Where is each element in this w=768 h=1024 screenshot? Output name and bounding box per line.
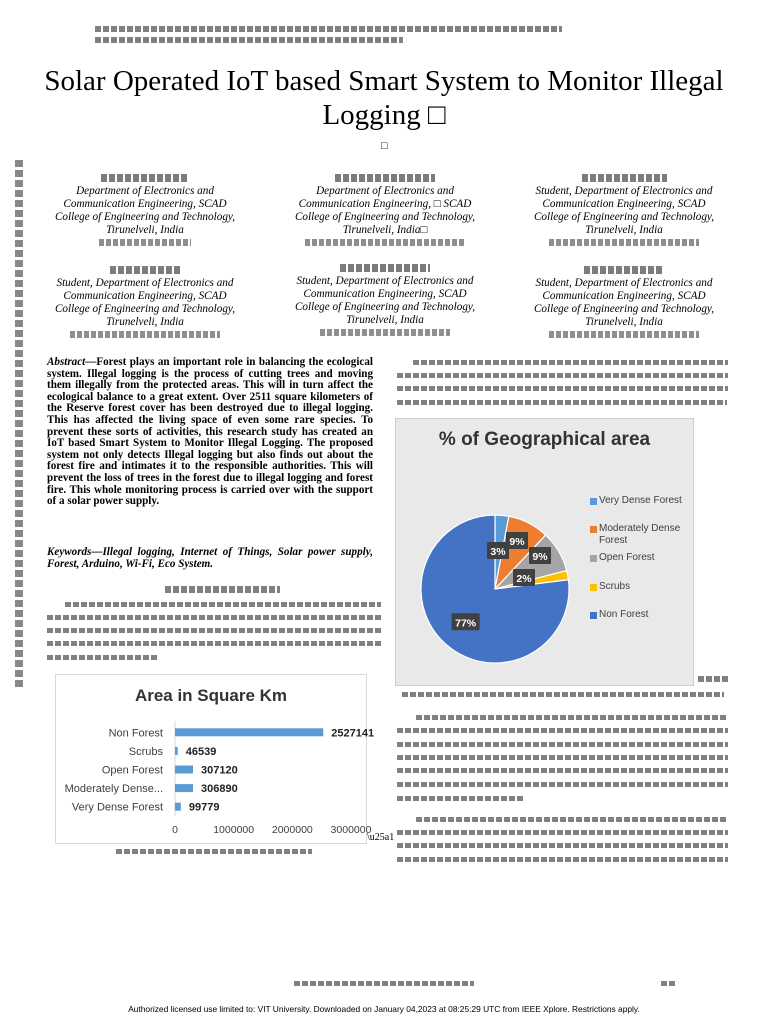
bar-category-label: Very Dense Forest (71, 801, 163, 814)
legend-label-line: Non Forest (599, 609, 649, 620)
paper-title: Solar Operated IoT based Smart System to Monitor Illegal Logging □ (44, 65, 724, 131)
bar-category-label: Moderately Dense... (64, 783, 163, 796)
x-tick-label: 0 (172, 824, 178, 836)
pie-data-label: 77% (455, 617, 477, 630)
bar-category-label: Scrubs (128, 745, 163, 758)
body-line (47, 655, 157, 660)
body-line (47, 628, 381, 633)
legend-label-line: Open Forest (599, 552, 655, 563)
author-affiliation: Department of Electronics and Communication Engineering, SCAD College of Engineering and Technology, Tirunelveli, India (54, 185, 236, 236)
bar-category-label: Non Forest (108, 727, 163, 740)
author-block-5 (285, 264, 485, 336)
abstract-text: —Forest plays an important role in balancing the ecological system. Illegal logging is the process of cutting trees and moving them illegally from the protected areas. This will in turn affect the ecological balance to a great extent. Over 2511 square kilometers of the Reserve forest cover has been destroyed due to illegal logging. This has affected the living space of even some rare species. To prevent these sorts of activities, this research study has created an IoT based Smart System to Monitor Illegal Logging. The proposed system not only detects Illegal logging but also finds out about the forest fire and intimates it to the responsible authorities. This will prevent the loss of trees in the forest due to illegal logging and forest fire. This whole monitoring process is carried over with the support of a solar power supply. (47, 356, 373, 508)
bar-chart-frame (55, 674, 375, 844)
bar-moderately-dense (175, 784, 193, 792)
keywords-label: Keywords (47, 546, 92, 558)
body-line (397, 843, 728, 848)
author-block-6 (524, 266, 724, 338)
bar-value-label: 46539 (185, 745, 217, 758)
body-line (47, 615, 381, 620)
body-line (397, 755, 728, 760)
author-affiliation: Student, Department of Electronics and Communication Engineering, SCAD College of Engineering and Technology, Tirunelveli, India (54, 277, 236, 328)
page-number-mark (661, 981, 677, 986)
body-line (397, 373, 728, 378)
legend-swatch (590, 584, 597, 591)
bar-value-label: 306890 (201, 783, 238, 796)
author-affiliation: Student, Department of Electronics and Communication Engineering, SCAD College of Engineering and Technology, Tirunelveli, India (294, 275, 476, 326)
legend-swatch (590, 612, 597, 619)
pie-data-label: 9% (532, 551, 548, 563)
title-separator-mark: □ (381, 140, 388, 152)
bar-non-forest (175, 728, 323, 736)
legend-label-line: Very Dense Forest (599, 495, 682, 506)
figure-caption (116, 849, 312, 854)
body-line (47, 641, 381, 646)
body-line (397, 742, 728, 747)
legend-swatch (590, 498, 597, 505)
author-block-3 (524, 174, 724, 246)
body-line (65, 602, 381, 607)
bar-open-forest (175, 766, 193, 774)
x-tick-label: 3000000 (330, 824, 372, 836)
body-line (397, 857, 728, 862)
legend-item (599, 581, 699, 593)
x-tick-label: 2000000 (271, 824, 313, 836)
bar-scrubs (175, 747, 178, 755)
author-block-4 (45, 266, 245, 338)
legend-label-line: Moderately Dense (599, 523, 681, 534)
legend-swatch (590, 555, 597, 562)
legend-item (599, 552, 699, 564)
x-tick-label: 1000000 (213, 824, 255, 836)
body-line (397, 728, 728, 733)
figure-end-mark: \u25a1 (367, 832, 395, 843)
body-line (413, 360, 728, 365)
body-line (397, 782, 728, 787)
author-block-1 (45, 174, 245, 246)
bar-very-dense-forest (175, 803, 181, 811)
bar-chart (56, 675, 375, 843)
legend-item (599, 495, 699, 507)
legend-item (599, 609, 699, 621)
abstract (47, 357, 373, 508)
author-affiliation: Student, Department of Electronics and Communication Engineering, SCAD College of Engineering and Technology, Tirunelveli, India (533, 277, 715, 328)
header-line-2 (95, 37, 403, 43)
body-line (397, 796, 523, 801)
bar-value-label: 99779 (188, 801, 220, 814)
pie-data-label: 9% (509, 536, 525, 548)
bar-category-label: Open Forest (101, 764, 163, 777)
keywords (47, 547, 373, 570)
body-line (416, 817, 728, 822)
pie-data-label: 3% (490, 546, 506, 558)
abstract-label: Abstract (47, 356, 86, 368)
fig-number-mark (698, 676, 728, 682)
header-line-1 (95, 26, 562, 32)
bar-value-label: 2527141 (331, 727, 375, 740)
body-line (397, 768, 728, 773)
legend-label-line: Forest (599, 535, 628, 546)
author-block-2 (285, 174, 485, 246)
legend-label-line: Scrubs (599, 581, 631, 592)
legend-swatch (590, 526, 597, 533)
figure-caption (402, 692, 724, 697)
keywords-text: —Illegal logging, Internet of Things, Solar power supply, Forest, Arduino, Wi-Fi, Eco System. (47, 546, 373, 570)
pie-data-label: 2% (516, 573, 532, 585)
side-arxiv-text (15, 160, 23, 690)
body-line (397, 830, 728, 835)
pie-chart-frame (395, 418, 694, 686)
author-affiliation: Student, Department of Electronics and Communication Engineering, SCAD College of Engineering and Technology, Tirunelveli, India (533, 185, 715, 236)
body-line (397, 386, 728, 391)
body-line (416, 715, 728, 720)
page-bottom-line (294, 981, 474, 986)
legend-item (599, 523, 699, 547)
body-line (397, 400, 727, 405)
pie-chart-title: % of Geographical area (438, 429, 651, 450)
bar-chart-title: Area in Square Km (134, 686, 288, 705)
footer-license: Authorized licensed use limited to: VIT University. Downloaded on January 04,2023 at 08:25:29 UTC from IEEE Xplore. Restrictions apply. (128, 1004, 640, 1014)
section-heading-introduction (165, 586, 280, 593)
author-affiliation: Department of Electronics and Communication Engineering, □ SCAD College of Engineering and Technology, Tirunelveli, India□ (294, 185, 476, 236)
bar-value-label: 307120 (201, 764, 238, 777)
